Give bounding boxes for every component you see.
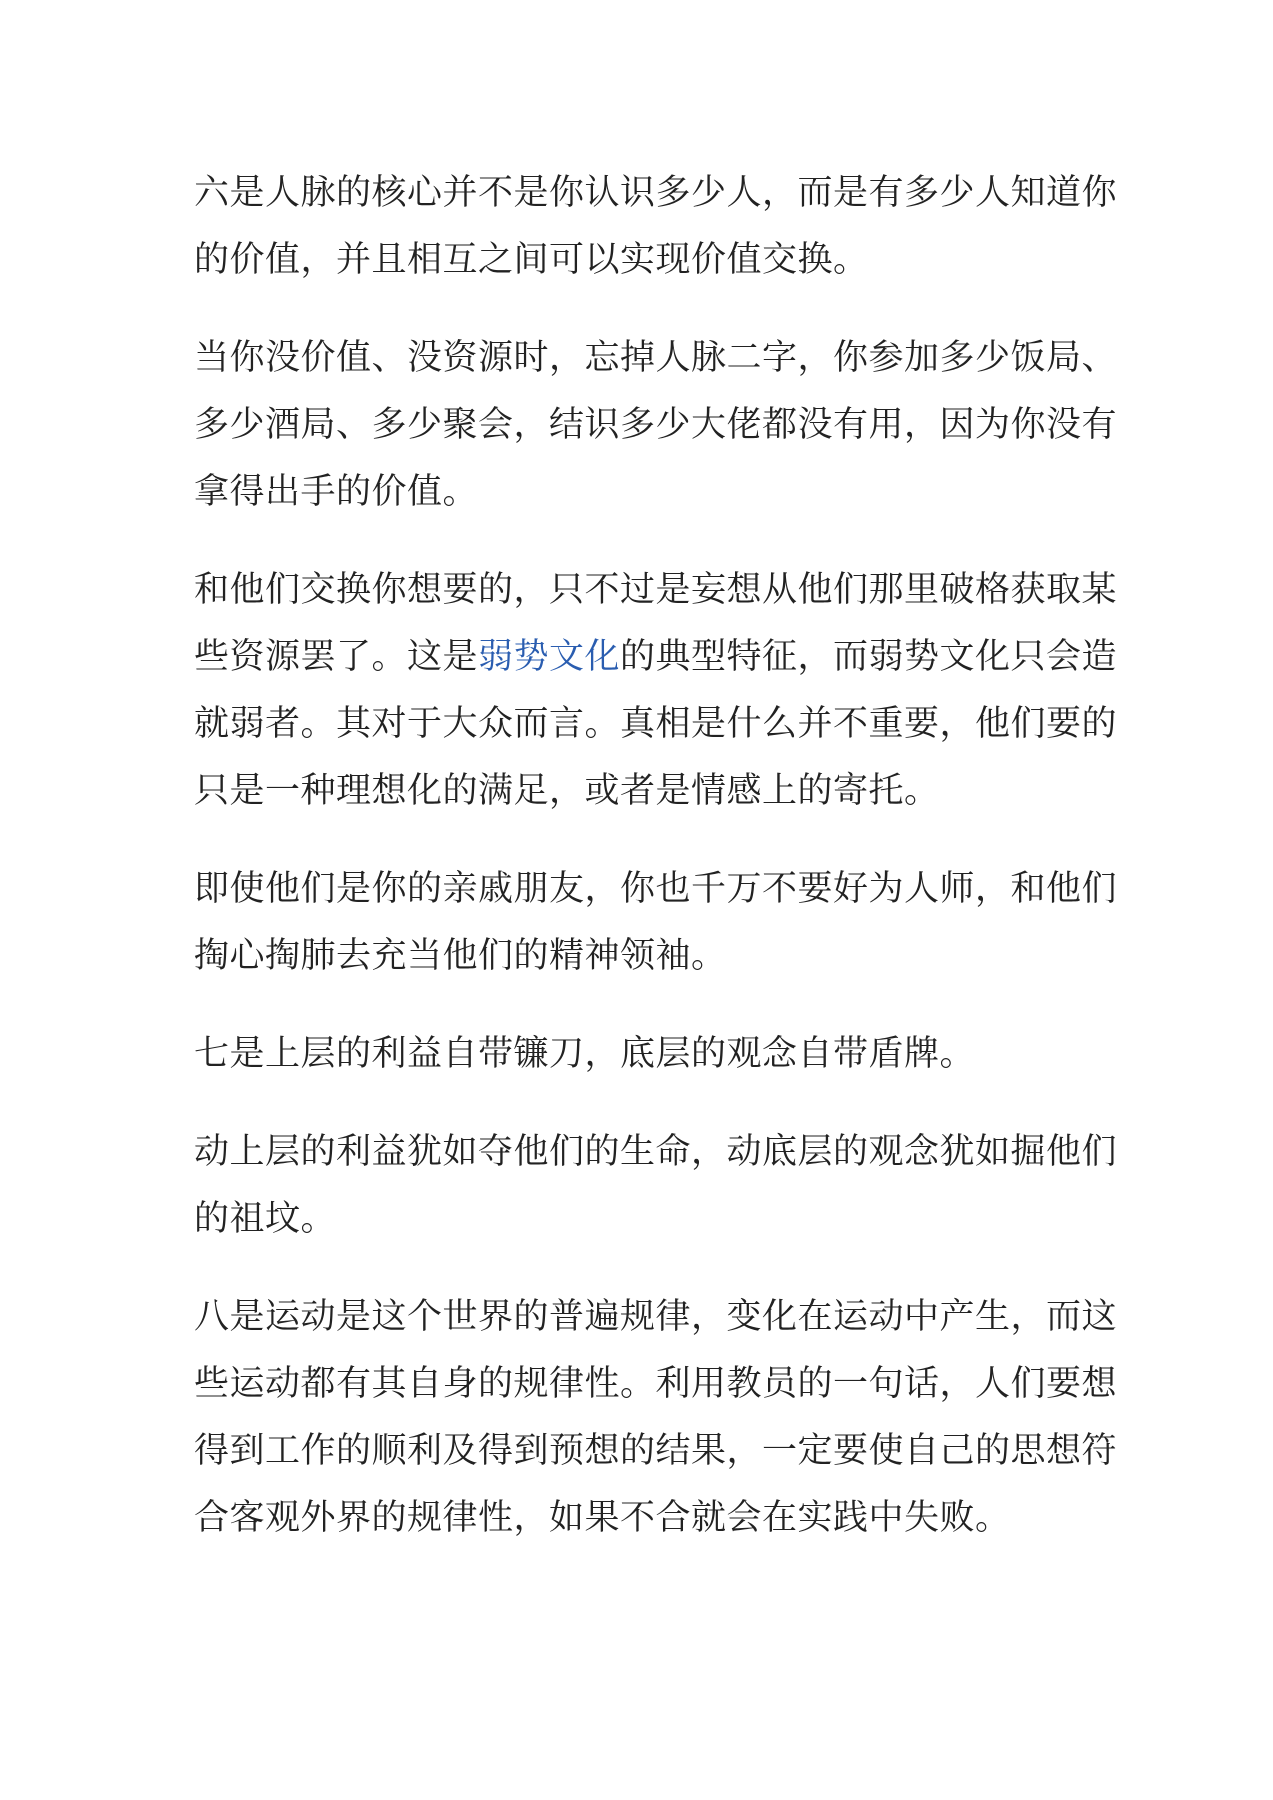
paragraph-interests-beliefs (194, 1119, 1118, 1253)
text-line: 得到工作的顺利及得到预想的结果，一定要使自己的思想符 (194, 1431, 1118, 1471)
text-line: 当你没价值、没资源时，忘掉人脉二字，你参加多少饭局、 (194, 338, 1118, 378)
paragraph-weak-culture (194, 557, 1118, 825)
paragraph-no-mentoring (194, 856, 1118, 990)
weak-culture-link[interactable]: 弱势文化 (478, 637, 621, 677)
text-line: 些运动都有其自身的规律性。利用教员的一句话，人们要想 (194, 1364, 1118, 1404)
text-line: 六是人脉的核心并不是你认识多少人，而是有多少人知道你 (194, 173, 1118, 213)
text-line (194, 624, 1118, 691)
paragraph-7-sickle-shield (194, 1021, 1094, 1088)
paragraph-no-value-no-network (194, 325, 1118, 526)
text-line: 就弱者。其对于大众而言。真相是什么并不重要，他们要的 (194, 704, 1118, 744)
paragraph-8-motion-laws (194, 1284, 1118, 1552)
paragraph-6-network-value (194, 160, 1118, 294)
text-line: 八是运动是这个世界的普遍规律，变化在运动中产生，而这 (194, 1297, 1118, 1337)
text-line: 和他们交换你想要的，只不过是妄想从他们那里破格获取某 (194, 570, 1118, 610)
article-body (194, 160, 1118, 1583)
text-segment: 的典型特征，而弱势文化只会造 (620, 637, 1118, 677)
text-segment: 些资源罢了。这是 (194, 637, 479, 677)
text-line: 动上层的利益犹如夺他们的生命，动底层的观念犹如掘他们 (194, 1132, 1118, 1172)
text-line: 七是上层的利益自带镰刀，底层的观念自带盾牌。 (194, 1034, 976, 1074)
text-line: 合客观外界的规律性，如果不合就会在实践中失败。 (194, 1498, 1011, 1538)
text-line: 只是一种理想化的满足，或者是情感上的寄托。 (194, 771, 940, 811)
text-line: 即使他们是你的亲戚朋友，你也千万不要好为人师，和他们 (194, 869, 1118, 909)
text-line: 多少酒局、多少聚会，结识多少大佬都没有用，因为你没有 (194, 405, 1118, 445)
text-line: 拿得出手的价值。 (194, 472, 479, 512)
text-line: 的价值，并且相互之间可以实现价值交换。 (194, 240, 869, 280)
text-line: 掏心掏肺去充当他们的精神领袖。 (194, 936, 727, 976)
text-line: 的祖坟。 (194, 1199, 337, 1239)
